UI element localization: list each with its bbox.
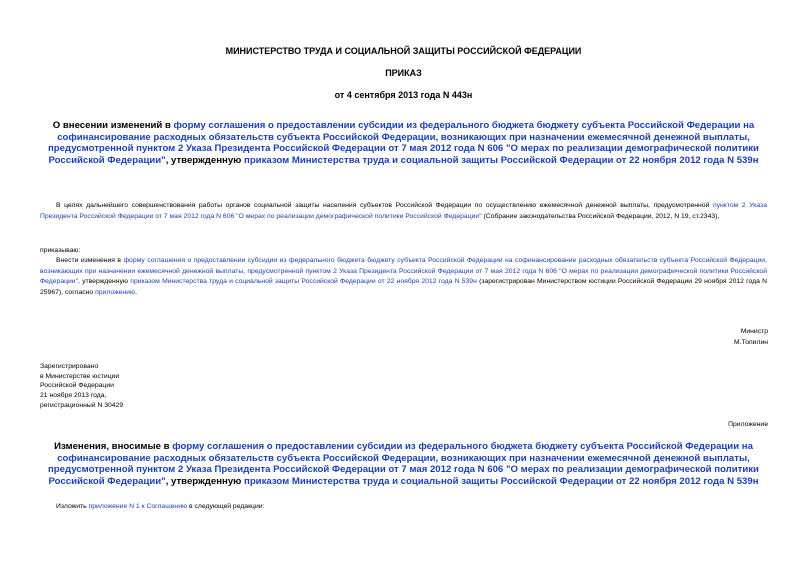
final-instruction (56, 503, 264, 510)
appendix-form-link[interactable]: форму соглашения о предоставлении субсидии из федерального бюджета бюджету субъекта Российской Федерации на софинансирование расходных обязательств субъекта Российской Федерации, возникающих при назначении ежемесячной денежной выплаты, предусмотренной пунктом 2 Указа Президента Российской Федерации от 7 мая 2012 года N 606 "О мерах по реализации демографической политики Российской Федерации" (48, 441, 759, 487)
registration-line: в Министерстве юстиции (40, 372, 120, 380)
registration-line: 21 ноября 2013 года, (40, 392, 107, 400)
ministry-heading: МИНИСТЕРСТВО ТРУДА И СОЦИАЛЬНОЙ ЗАЩИТЫ РОССИЙСКОЙ ФЕДЕРАЦИИ (225, 46, 582, 56)
document-type: ПРИКАЗ (385, 68, 422, 78)
document-date-number: от 4 сентября 2013 года N 443н (334, 90, 473, 100)
order-text-2: , утвержденную (78, 278, 131, 285)
title-order-link[interactable]: приказом Министерства труда и социальной защиты Российской Федерации от 22 ноября 2012 года N 539н (244, 154, 759, 166)
order-order-link[interactable]: приказом Министерства труда и социальной защиты Российской Федерации от 22 ноября 2012 года N 539н (130, 278, 477, 285)
signature-block (734, 327, 768, 348)
preamble-text: В целях дальнейшего совершенствования работы органов социальной защиты населения субъектов Российской Федерации по осуществлению ежемесячной денежной выплаты, предусмотренной (56, 202, 713, 209)
appendix-order-link[interactable]: приказом Министерства труда и социальной защиты Российской Федерации от 22 ноября 2012 года N 539н (244, 475, 759, 487)
order-word: приказываю: (40, 247, 81, 254)
appendix-label: Приложение (728, 421, 768, 428)
final-text: Изложить (56, 503, 89, 510)
order-form-link[interactable]: форму соглашения о предоставлении субсидии из федерального бюджета бюджету субъекта Российской Федерации на софинансирование расходных обязательств субъекта Российской Федерации, возникающих при назначении ежемесячной денежной выплаты, предусмотренной пунктом 2 Указа Президента Российской Федерации от 7 мая 2012 года N 606 "О мерах по реализации демографической политики Российской Федерации" (40, 257, 767, 285)
order-text: Внести изменения в (56, 257, 124, 264)
preamble-text-end: (Собрание законодательства Российской Федерации, 2012, N 19, ст.2343), (481, 212, 720, 220)
signature-name: М.Топилин (734, 338, 768, 346)
registration-block (40, 362, 123, 411)
title-form-link[interactable]: форму соглашения о предоставлении субсидии из федерального бюджета бюджету субъекта Российской Федерации на софинансирование расходных обязательств субъекта Российской Федерации, возникающих при назначении ежемесячной денежной выплаты, предусмотренной пунктом 2 Указа Президента Российской Федерации от 7 мая 2012 года N 606 "О мерах по реализации демографической политики Российской Федерации" (48, 120, 759, 166)
appendix-title-prefix: Изменения, вносимые в (54, 441, 173, 452)
registration-line: регистрационный N 30429 (40, 401, 124, 409)
document-title (40, 120, 767, 166)
signature-position: Министр (740, 328, 768, 335)
registration-line: Зарегистрировано (40, 363, 99, 370)
preamble-paragraph (40, 201, 767, 222)
order-paragraph (40, 256, 767, 298)
title-middle: , утвержденную (165, 154, 245, 166)
final-text-end: в следующей редакции: (187, 503, 265, 510)
appendix-title-middle: , утвержденную (165, 475, 245, 487)
order-appendix-link[interactable]: приложению (95, 288, 136, 296)
order-text-4: . (135, 288, 137, 296)
preamble-decree-link[interactable]: пунктом 2 Указа Президента Российской Федерации от 7 мая 2012 года N 606 "О мерах по реализации демографической политики Российской Федерации" (40, 202, 767, 220)
final-annex-link[interactable]: приложение N 1 к Соглашению (88, 503, 188, 510)
title-prefix: О внесении изменений в (52, 120, 174, 131)
appendix-title (40, 441, 767, 487)
order-text-3: (зарегистрирован Министерством юстиции Российской Федерации 29 ноября 2012 года N 25967), согласно (40, 278, 767, 296)
registration-line: Российской Федерации (40, 382, 114, 390)
